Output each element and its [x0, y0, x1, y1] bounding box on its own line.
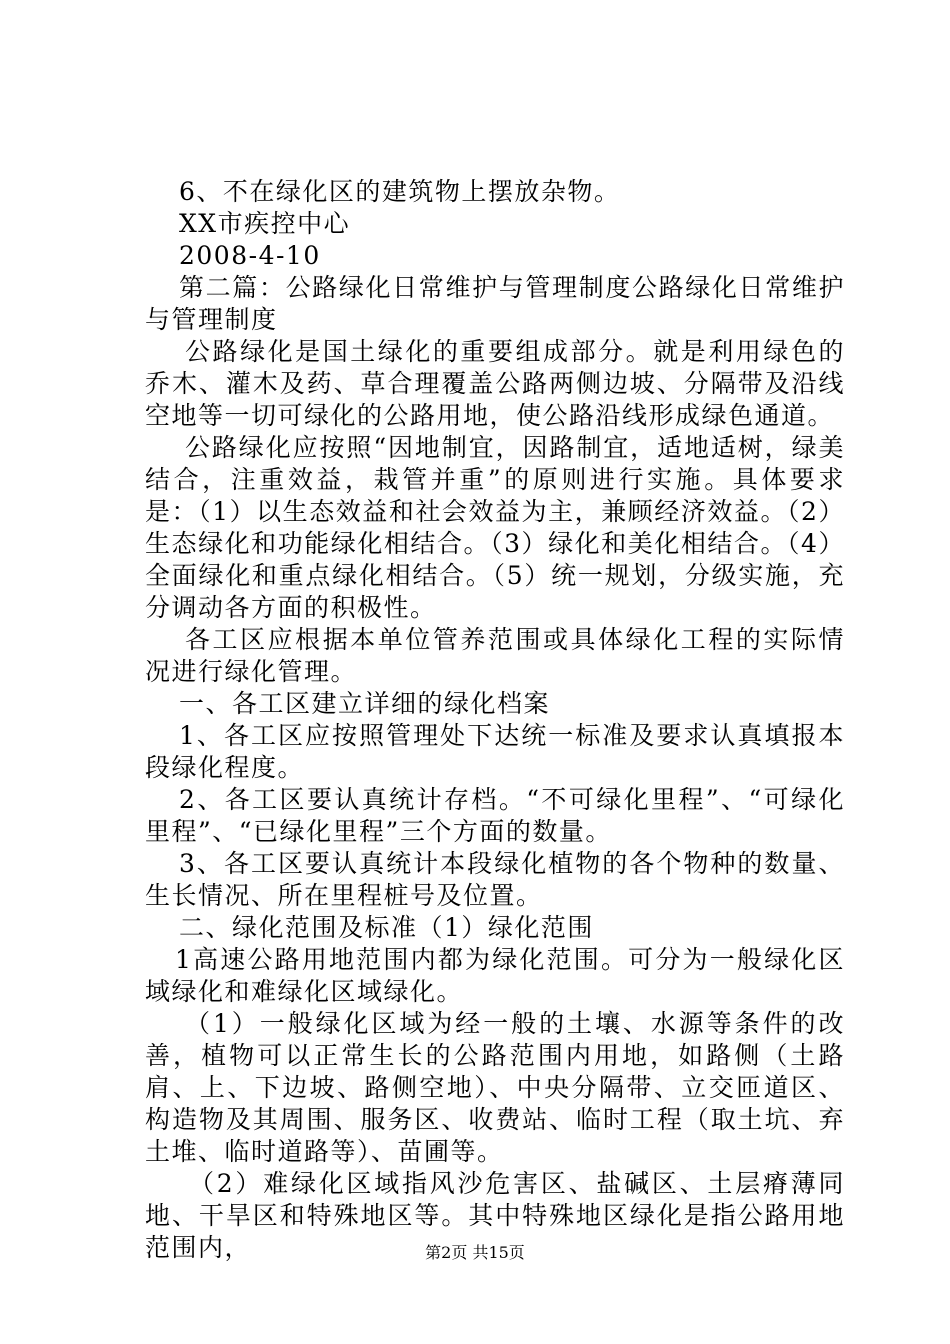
- page-footer: 第2页 共15页: [425, 1243, 525, 1262]
- organization-signature: XX市疾控中心: [179, 209, 351, 238]
- paragraph-principles: 公路绿化应按照“因地制宜，因路制宜，适地适树，绿美结合，注重效益，栽管并重”的原则进行实施。具体要求是：（1）以生态效益和社会效益为主，兼顾经济效益。（2）生态绿化和功能绿化相结合。（3）绿化和美化相结合。（4）全面绿化和重点绿化相结合。（5）统一规划，分级实施，充分调动各方面的积极性。: [145, 433, 845, 622]
- paragraph-scope: 1高速公路用地范围内都为绿化范围。可分为一般绿化区域绿化和难绿化区域绿化。: [145, 945, 845, 1006]
- document-body: [145, 176, 845, 1264]
- list-item-2: 2、各工区要认真统计存档。“不可绿化里程”、“可绿化里程”、“已绿化里程”三个方面的数量。: [145, 785, 846, 846]
- document-date: 2008-4-10: [179, 241, 321, 270]
- heading-section-two: 二、绿化范围及标准（1）绿化范围: [179, 913, 594, 942]
- paragraph-general-area: （1）一般绿化区域为经一般的土壤、水源等条件的改善，植物可以正常生长的公路范围内用地，如路侧（土路肩、上、下边坡、路侧空地）、中央分隔带、立交匝道区、构造物及其周围、服务区、收费站、临时工程（取土坑、弃土堆、临时道路等）、苗圃等。: [145, 1009, 845, 1166]
- paragraph-intro: 公路绿化是国土绿化的重要组成部分。就是利用绿色的乔木、灌木及药、草合理覆盖公路两侧边坡、分隔带及沿线空地等一切可绿化的公路用地，使公路沿线形成绿色通道。: [145, 337, 845, 430]
- list-item-3: 3、各工区要认真统计本段绿化植物的各个物种的数量、生长情况、所在里程桩号及位置。: [145, 849, 845, 910]
- paragraph-management: 各工区应根据本单位管养范围或具体绿化工程的实际情况进行绿化管理。: [145, 625, 845, 686]
- list-item-1: 1、各工区应按照管理处下达统一标准及要求认真填报本段绿化程度。: [145, 721, 845, 782]
- section-heading-part-two: 第二篇：公路绿化日常维护与管理制度公路绿化日常维护与管理制度: [145, 273, 845, 334]
- paragraph-difficult-area: （2）难绿化区域指风沙危害区、盐碱区、土层瘠薄同地、干旱区和特殊地区等。其中特殊地区绿化是指公路用地范围内，: [145, 1169, 845, 1262]
- paragraph-item-6: 6、不在绿化区的建筑物上摆放杂物。: [179, 177, 621, 206]
- heading-section-one: 一、各工区建立详细的绿化档案: [179, 689, 551, 718]
